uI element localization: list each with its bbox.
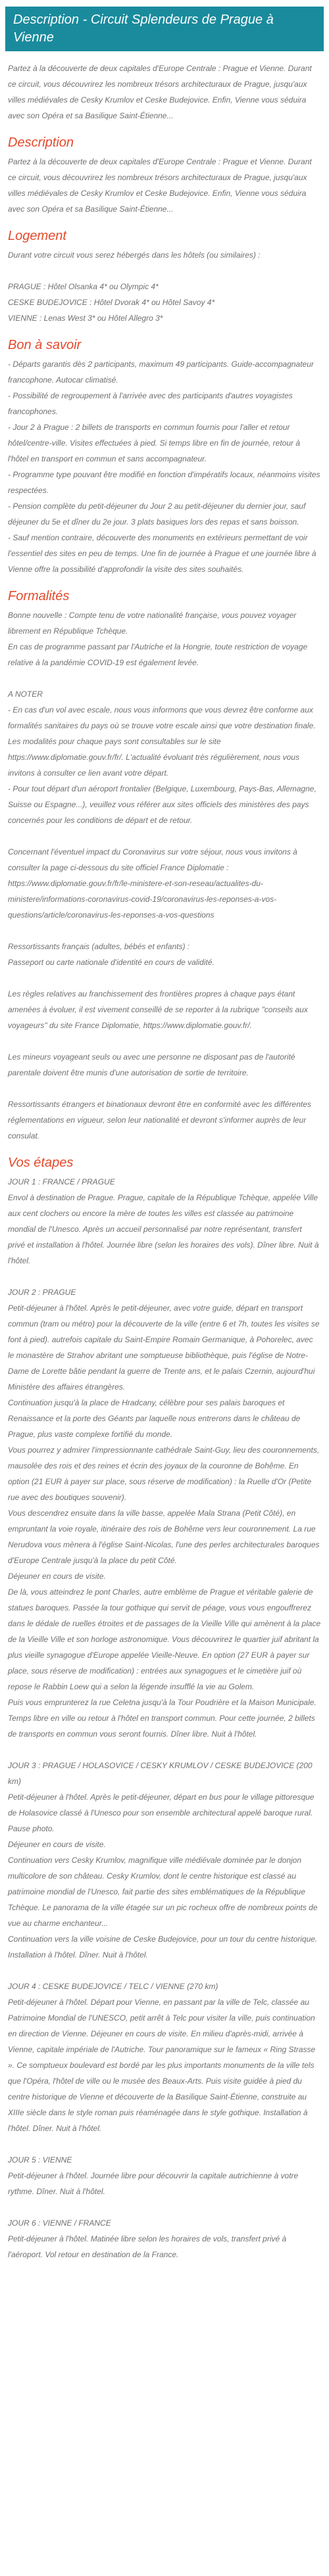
day-title: JOUR 1 : FRANCE / PRAGUE: [8, 1177, 115, 1186]
formalites-block: [8, 844, 321, 923]
formalites-line: - En cas d'un vol avec escale, nous vous informons que vous devrez être conforme aux formalités sanitaires du pays où se trouve votre escale ainsi que votre destination finale.: [8, 705, 316, 730]
day-text: Vous descendrez ensuite dans la ville basse, appelée Mala Strana (Petit Côté), en empruntant la voie royale, itinéraire des rois de Bohême vers leur couronnement. La rue Nerudova vous mènera à l'église Saint-Nicolas, l'une des perles architecturales baroques d'Europe Centrale jusqu'à la place du petit Côté.: [8, 1509, 320, 1565]
content: [0, 51, 329, 2262]
day-title: JOUR 5 : VIENNE: [8, 2155, 72, 2165]
info-item: - Programme type pouvant être modifié en fonction d'impératifs locaux, néanmoins visites respectées.: [8, 470, 320, 495]
hotel-item: PRAGUE : Hôtel Olsanka 4* ou Olympic 4*: [8, 282, 159, 291]
section-heading-bon-a-savoir: Bon à savoir: [8, 338, 82, 352]
formalites-block: [8, 1096, 321, 1144]
day-4: [8, 1979, 321, 2136]
page-header: [5, 7, 324, 51]
section-heading-logement: Logement: [8, 229, 66, 243]
day-2: [8, 1284, 321, 1742]
formalites-line: - Pour tout départ d'un aéroport frontalier (Belgique, Luxembourg, Pays-Bas, Allemagne, Suisse ou Espagne...), veuillez vous référer aux sites officiels des ministères des pays concernés pour les conditions de départ et de retour.: [8, 784, 316, 825]
intro-text: Partez à la découverte de deux capitales d'Europe Centrale : Prague et Vienne. Durant ce circuit, vous découvrirez les nombreux trésors architecturaux de Prague, jusqu'aux villes médiévales de Cesky Krumlov et Ceske Budejovice. Enfin, Vienne vous séduira avec son Opéra et sa Basilique Saint-Étienne...: [8, 64, 312, 120]
formalites-block: [8, 686, 321, 828]
section-description: [8, 133, 321, 217]
logement-intro: Durant votre circuit vous serez hébergés dans les hôtels (ou similaires) :: [8, 250, 261, 260]
info-item: - Jour 2 à Prague : 2 billets de transports en commun fournis pour l'aller et retour hôtel/centre-ville. Visites effectuées à pied. Si temps libre en fin de journée, retour à l'hôtel en transport en commun et sans accompagnateur.: [8, 423, 301, 463]
day-title: JOUR 3 : PRAGUE / HOLASOVICE / CESKY KRUMLOV / CESKE BUDEJOVICE (200 km): [8, 1761, 313, 1786]
section-heading-description: Description: [8, 135, 74, 150]
formalites-line: En cas de programme passant par l'Autriche et la Hongrie, toute restriction de voyage relative à la pandémie COVID-19 est également levée.: [8, 642, 308, 667]
day-6: [8, 2215, 321, 2262]
day-text: Envol à destination de Prague. Prague, capitale de la République Tchèque, appelée Ville aux cent clochers ou encore la mère de toutes les villes est classée au patrimoine mondial de l'Unesco. Après un accueil personnalisé par notre représentant, transfert privé et installation à l'hôtel. Journée libre (selon les horaires des vols). Dîner libre. Nuit à l'hôtel.: [8, 1193, 319, 1265]
day-5: [8, 2152, 321, 2199]
section-heading-etapes: Vos étapes: [8, 1156, 74, 1170]
day-text: Déjeuner en cours de visite.: [8, 1572, 106, 1581]
section-etapes: [8, 1153, 321, 2262]
hotel-item: CESKE BUDEJOVICE : Hôtel Dvorak 4* ou Hôtel Savoy 4*: [8, 298, 215, 307]
formalites-block: [8, 607, 321, 670]
info-item: - Départs garantis dès 2 participants, maximum 49 participants. Guide-accompagnateur francophone. Autocar climatisé.: [8, 360, 314, 385]
formalites-block: [8, 986, 321, 1033]
info-item: - Possibilité de regroupement à l'arrivée avec des participants d'autres voyagistes francophones.: [8, 391, 293, 416]
section-heading-formalites: Formalités: [8, 589, 70, 603]
day-text: Installation à l'hôtel. Dîner. Nuit à l'hôtel.: [8, 1950, 148, 1959]
formalites-line: Ressortissants étrangers et binationaux devront être en conformité avec les différentes réglementations en vigueur, selon leur nationalité et devront s'informer auprès de leur consulat.: [8, 1100, 311, 1140]
page-title: Description - Circuit Splendeurs de Prague à Vienne: [13, 12, 274, 45]
formalites-line: Passeport ou carte nationale d'identité en cours de validité.: [8, 958, 215, 967]
day-text: Déjeuner en cours de visite.: [8, 1840, 106, 1849]
day-text: De là, vous atteindrez le pont Charles, autre emblème de Prague et véritable galerie de statues baroques. Passée la tour gothique qui servit de péage, vous vous engouffrerez dans le dédale de ruelles étroites et de passages de la Vieille Ville qui amènent à la place de la Vieille Ville et son horloge astronomique. Vous découvrirez le quartier juif abritant la plus vieille synagogue d'Europe appelée Vieille-Neuve. En option (27 EUR à payer sur place, sous réserve de modification) : entrées aux synagogues et le cimetière juif où repose le Rabbin Loew qui a selon la légende insufflé la vie au Golem.: [8, 1587, 321, 1691]
formalites-line: Bonne nouvelle : Compte tenu de votre nationalité française, vous pouvez voyager librement en République Tchèque.: [8, 611, 297, 636]
hotel-item: VIENNE : Lenas West 3* ou Hôtel Allegro 3*: [8, 314, 163, 323]
day-text: Petit-déjeuner à l'hôtel. Départ pour Vienne, en passant par la ville de Telc, classée au Patrimoine Mondial de l'UNESCO, petit arrêt à Telc pour visiter la ville, puis continuation en direction de Vienne. Déjeuner en cours de visite. En milieu d'après-midi, arrivée à Vienne, capitale impériale de l'Autriche. Tour panoramique sur le fameux « Ring Strasse ». Ce somptueux boulevard est bordé par les plus importants monuments de la ville tels que l'Opéra, l'hôtel de ville ou le musée des Beaux-Arts. Puis visite guidée à pied du centre historique de Vienne et découverte de la Basilique Saint-Étienne, construite au XIIIe siècle dans le style roman puis réaménagée dans le style gothique. Installation à l'hôtel. Dîner. Nuit à l'hôtel.: [8, 1998, 316, 2133]
a-noter-label: A NOTER: [8, 690, 43, 699]
formalites-block: [8, 1049, 321, 1081]
formalites-line: Les mineurs voyageant seuls ou avec une personne ne disposant pas de l'autorité parentale doivent être munis d'une autorisation de sortie de territoire.: [8, 1052, 295, 1077]
day-text: Vous pourrez y admirer l'impressionnante cathédrale Saint-Guy, lieu des couronnements, mausolée des rois et des reines et écrin des joyaux de la couronne de Bohême. En option (21 EUR à payer sur place, sous réserve de modification) : la Ruelle d'Or (Petite rue avec des boutiques souvenir).: [8, 1445, 320, 1502]
day-title: JOUR 4 : CESKE BUDEJOVICE / TELC / VIENNE (270 km): [8, 1982, 218, 1991]
day-3: [8, 1758, 321, 1963]
formalites-block: [8, 939, 321, 970]
section-bon-a-savoir: [8, 335, 321, 577]
description-text: Partez à la découverte de deux capitales d'Europe Centrale : Prague et Vienne. Durant ce circuit, vous découvrirez les nombreux trésors architecturaux de Prague, jusqu'aux villes médiévales de Cesky Krumlov et Ceske Budejovice. Enfin, Vienne vous séduira avec son Opéra et sa Basilique Saint-Étienne...: [8, 157, 312, 214]
formalites-line: Les règles relatives au franchissement des frontières propres à chaque pays étant amenées à évoluer, il est vivement conseillé de se reporter à la rubrique "conseils aux voyageurs" du site France Diplomatie, https://www.diplomatie.gouv.fr/.: [8, 989, 308, 1030]
day-text: Continuation vers la ville voisine de Ceske Budejovice, pour un tour du centre historique.: [8, 1934, 318, 1944]
day-text: Continuation jusqu'à la place de Hradcany, célèbre pour ses palais baroques et Renaissance et la porte des Géants par laquelle nous entrerons dans le château de Prague, plus vaste complexe fortifié du monde.: [8, 1398, 301, 1439]
day-text: Petit-déjeuner à l'hôtel. Matinée libre selon les horaires de vols, transfert privé à l'aéroport. Vol retour en destination de la France.: [8, 2234, 287, 2259]
day-1: [8, 1174, 321, 1269]
formalites-line: Concernant l'éventuel impact du Coronavirus sur votre séjour, nous vous invitons à consulter la page ci-dessous du site officiel France Diplomatie : https://www.diplomatie.gouv.fr/fr/le-ministere-et-son-reseau/actualites-du-ministere/informations-coronavirus-covid-19/coronavirus-les-reponses-a-vos-questions/article/coronavirus-les-reponses-a-vos-questions: [8, 847, 297, 920]
day-text: Petit-déjeuner à l'hôtel. Après le petit-déjeuner, avec votre guide, départ en transport commun (tram ou métro) pour la découverte de la ville (entre 6 et 7h, toutes les visites se font à pied). autrefois capitale du Saint-Empire Romain Germanique, à Pohorelec, avec le monastère de Strahov abritant une somptueuse bibliothèque, puis l'église de Notre-Dame de Lorette bâtie pendant la guerre de Trente ans, et le palais Czernin, aujourd'hui Ministère des affaires étrangères.: [8, 1303, 320, 1392]
day-title: JOUR 6 : VIENNE / FRANCE: [8, 2218, 111, 2228]
day-text: Petit-déjeuner à l'hôtel. Journée libre pour découvrir la capitale autrichienne à votre rythme. Dîner. Nuit à l'hôtel.: [8, 2171, 299, 2196]
day-text: Petit-déjeuner à l'hôtel. Après le petit-déjeuner, départ en bus pour le village pittoresque de Holasovice classé à l'Unesco pour son ensemble architectural appelé baroque rural. Pause photo.: [8, 1792, 315, 1833]
section-logement: [8, 226, 321, 326]
formalites-line: Les modalités pour chaque pays sont consultables sur le site https://www.diplomatie.gouv.fr/fr/. L'actualité évoluant très régulièrement, nous vous invitons à consulter ce lien avant votre départ.: [8, 737, 299, 778]
info-item: - Sauf mention contraire, découverte des monuments en extérieurs permettant de voir l'essentiel des sites en peu de temps. Une fin de journée à Prague et une journée libre à Vienne offre la possibilité d'approfondir la visite des sites souhaités.: [8, 533, 316, 574]
section-formalites: [8, 586, 321, 1144]
day-text: Continuation vers Cesky Krumlov, magnifique ville médiévale dominée par le donjon multicolore de son château. Cesky Krumlov, dont le centre historique est classé au patrimoine mondial de l'Unesco, fait partie des sites emblématiques de la République Tchèque. Le panorama de la ville étagée sur un pic rocheux offre de nombreux points de vue au charme enchanteur...: [8, 1856, 318, 1928]
day-text: Puis vous emprunterez la rue Celetna jusqu'à la Tour Poudrière et la Maison Municipale. Temps libre en ville ou retour à l'hôtel en transport commun. Pour cette journée, 2 billets de transports en commun vous seront fournis. Dîner libre. Nuit à l'hôtel.: [8, 1698, 316, 1739]
info-item: - Pension complète du petit-déjeuner du Jour 2 au petit-déjeuner du dernier jour, sauf déjeuner du 5e et dîner du 2e jour. 3 plats basiques lors des repas et sans boisson.: [8, 502, 306, 527]
day-title: JOUR 2 : PRAGUE: [8, 1288, 76, 1297]
formalites-line: Ressortissants français (adultes, bébés et enfants) :: [8, 942, 190, 951]
